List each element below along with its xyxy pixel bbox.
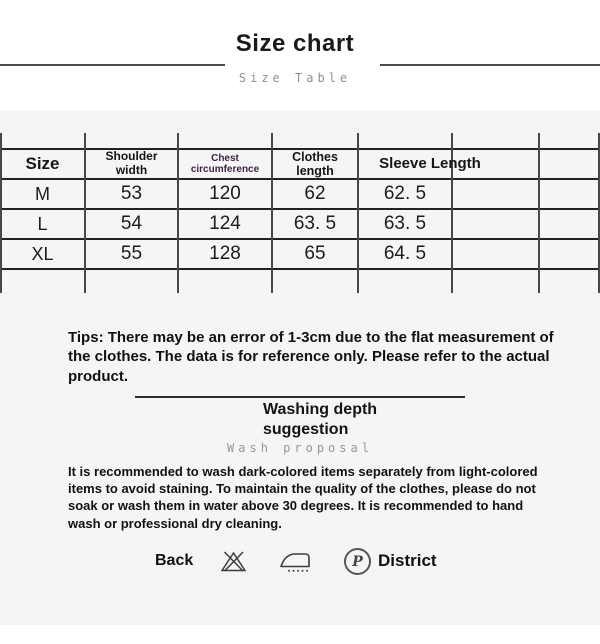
measurement-tips-text: Tips: There may be an error of 1-3cm due to the flat measurement of the clothes. The data is for reference only. Please refer to the actual product. (68, 329, 554, 385)
professional-cleaning-icon (344, 548, 371, 575)
table-row-l-shoulder: 54 (120, 213, 143, 234)
table-row-l-sleeve: 63. 5 (383, 213, 427, 234)
table-row-xl-size: XL (31, 243, 54, 264)
table-row-xl-chest: 128 (209, 243, 241, 264)
table-row-l-clothes: 63. 5 (293, 213, 337, 234)
table-row-xl-shoulder: 55 (120, 243, 143, 264)
table-row-m-chest: 120 (209, 183, 241, 204)
column-header-size: Size (25, 154, 60, 174)
back-label: Back (155, 552, 194, 569)
column-header-chest-circumference: Chest circumference (190, 152, 260, 175)
do-not-bleach-icon (220, 549, 247, 579)
p-symbol: P (352, 553, 363, 570)
page-subtitle: Size Table (238, 71, 352, 85)
table-row-m-clothes: 62 (304, 183, 326, 204)
table-column-line (538, 133, 540, 293)
table-row-m-sleeve: 62. 5 (383, 183, 427, 204)
washing-section-subheading: Wash proposal (227, 441, 373, 455)
page-title: Size chart (235, 30, 355, 57)
section-divider (135, 396, 465, 398)
column-header-clothes-length: Clothes length (292, 149, 338, 178)
table-row-m-size: M (35, 183, 50, 204)
title-divider-left (0, 64, 225, 66)
table-row-m-shoulder: 53 (120, 183, 143, 204)
column-header-shoulder-width: Shoulder width (105, 149, 158, 177)
iron-icon (278, 549, 312, 580)
washing-instructions-text: It is recommended to wash dark-colored items separately from light-colored items to avoid staining. To maintain the quality of the clothes, please do not soak or wash them in water above 30 degrees. It is recommended to hand wash or professional dry cleaning. (68, 464, 538, 531)
table-row-xl-clothes: 65 (304, 243, 326, 264)
washing-section-heading: Washing depth suggestion (263, 401, 378, 438)
table-row-l-size: L (37, 213, 48, 234)
district-label: District (378, 551, 437, 570)
table-row-xl-sleeve: 64. 5 (383, 243, 427, 264)
table-row-l-chest: 124 (209, 213, 241, 234)
title-divider-right (380, 64, 600, 66)
column-header-sleeve-length: Sleeve Length (379, 155, 481, 173)
